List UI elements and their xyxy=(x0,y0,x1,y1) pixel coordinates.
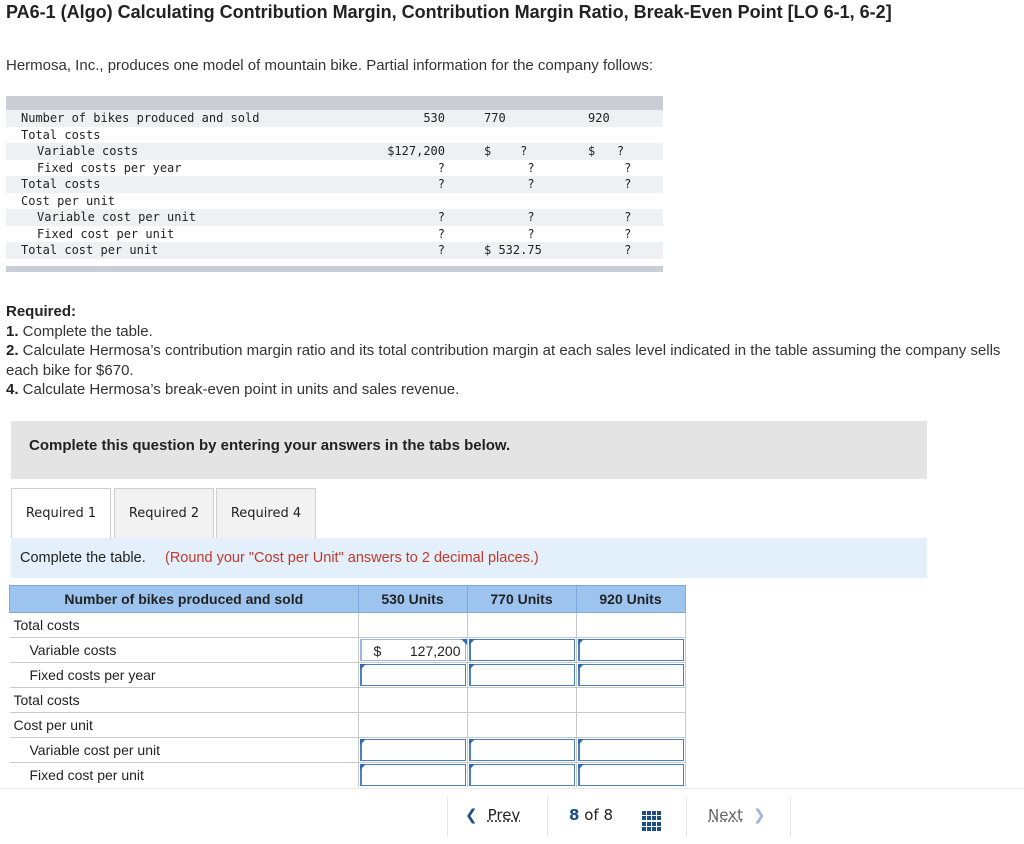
chevron-right-icon: ❯ xyxy=(752,806,766,824)
given-row: Number of bikes produced and sold 530 770 920 xyxy=(6,110,663,127)
tab-required-2[interactable]: Required 2 xyxy=(114,488,214,538)
instructions-banner: Complete this question by entering your answers in the tabs below. xyxy=(11,421,927,479)
answer-table-header: Number of bikes produced and sold 530 Units 770 Units 920 Units xyxy=(10,586,686,613)
variable-cost-per-unit-770-input[interactable] xyxy=(469,739,575,761)
table-row: Fixed costs per year xyxy=(10,663,686,688)
fixed-costs-920-input[interactable] xyxy=(578,664,684,686)
given-data-table xyxy=(6,96,663,272)
page-title: PA6-1 (Algo) Calculating Contribution Margin, Contribution Margin Ratio, Break-Even Point [LO 6-1, 6-2] xyxy=(6,2,892,22)
page-counter: 8 of 8 xyxy=(569,806,614,824)
table-row: Total costs xyxy=(10,688,686,713)
given-row: Variable costs $127,200 $ ? $ ? xyxy=(6,143,663,160)
next-button[interactable]: Next ❯ xyxy=(708,806,766,824)
given-row: Cost per unit xyxy=(21,193,115,208)
table-row: Total costs xyxy=(10,613,686,638)
given-row: Total costs ? ? ? xyxy=(6,176,663,193)
fixed-costs-770-input[interactable] xyxy=(469,664,575,686)
prev-button[interactable]: ❮ Prev xyxy=(465,806,521,824)
grid-icon[interactable] xyxy=(642,811,662,831)
variable-cost-per-unit-920-input[interactable] xyxy=(578,739,684,761)
given-row: Fixed cost per unit ? ? ? xyxy=(37,226,632,241)
intro-text: Hermosa, Inc., produces one model of mountain bike. Partial information for the company follows: xyxy=(6,57,653,74)
pagination-bar xyxy=(0,788,1024,844)
fixed-costs-530-input[interactable] xyxy=(360,664,466,686)
variable-cost-per-unit-530-input[interactable] xyxy=(360,739,466,761)
variable-costs-530-input[interactable]: $ 127,200 xyxy=(360,639,466,661)
given-row: Variable cost per unit ? ? ? xyxy=(6,209,663,226)
required-item-2: 2. Calculate Hermosa’s contribution margin ratio and its total contribution margin at each sales level indicated in the table assuming the company sells each bike for $670. xyxy=(6,342,1001,379)
variable-costs-770-input[interactable] xyxy=(469,639,575,661)
variable-costs-920-input[interactable] xyxy=(578,639,684,661)
required-item-4: 4. Calculate Hermosa’s break-even point in units and sales revenue. xyxy=(6,381,460,398)
given-row: Fixed costs per year ? ? ? xyxy=(37,160,632,175)
chevron-left-icon: ❮ xyxy=(465,806,478,824)
required-heading: Required: xyxy=(6,303,77,320)
fixed-cost-per-unit-920-input[interactable] xyxy=(578,764,684,786)
tab-required-1[interactable]: Required 1 xyxy=(11,488,111,538)
tab-instruction: Complete the table. (Round your "Cost per Unit" answers to 2 decimal places.) xyxy=(11,538,927,578)
fixed-cost-per-unit-530-input[interactable] xyxy=(360,764,466,786)
rounding-note: (Round your "Cost per Unit" answers to 2 decimal places.) xyxy=(165,550,539,566)
given-row: Total cost per unit ? $ 532.75 ? xyxy=(6,242,663,259)
table-row: Variable costs $ 127,200 xyxy=(10,638,686,663)
fixed-cost-per-unit-770-input[interactable] xyxy=(469,764,575,786)
required-section xyxy=(6,302,1006,400)
table-row: Cost per unit xyxy=(10,713,686,738)
given-row: Total costs xyxy=(21,127,101,142)
required-item-1: 1. Complete the table. xyxy=(6,322,153,340)
table-row: Fixed cost per unit xyxy=(10,763,686,788)
tab-required-4[interactable]: Required 4 xyxy=(216,488,316,538)
table-row: Variable cost per unit xyxy=(10,738,686,763)
answer-table xyxy=(9,585,686,787)
